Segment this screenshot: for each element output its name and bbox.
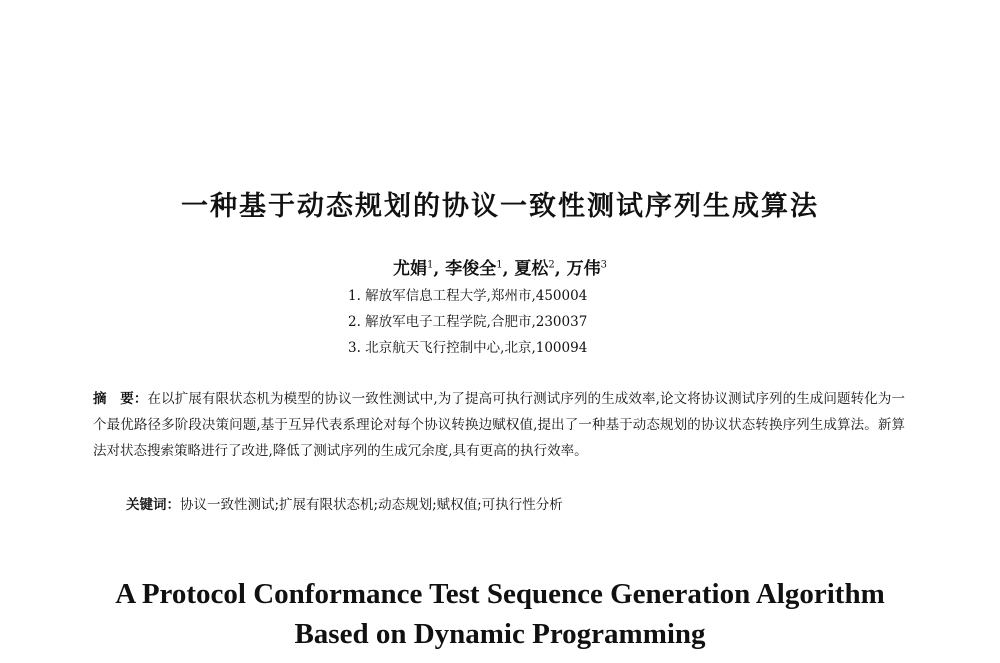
english-title-line-1: A Protocol Conformance Test Sequence Generation Algorithm xyxy=(115,578,885,610)
author-1: 尤娟$^1$, xyxy=(392,259,440,279)
affiliation-list xyxy=(348,283,587,361)
abstract-label: 摘 要： xyxy=(93,391,148,407)
abstract-text: 在以扩展有限状态机为模型的协议一致性测试中,为了提高可执行测试序列的生成效率,论文将协议测试序列的生成问题转化为一个最优路径多阶段决策问题,基于互异代表系理论对每个协议转换边赋权值,提出了一种基于动态规划的协议状态转换序列生成算法。新算法对状态搜索策略进行了改进,降低了测试序列的生成冗余度,具有更高的执行效率。 xyxy=(93,391,905,459)
keywords-label: 关键词： xyxy=(126,497,180,513)
affiliation-1: 1. 解放军信息工程大学,郑州市,450004 xyxy=(348,288,588,304)
english-title-line-2: Based on Dynamic Programming xyxy=(294,618,706,650)
author-3: 夏松$^2$, xyxy=(514,259,561,279)
chinese-title: 一种基于动态规划的协议一致性测试序列生成算法 xyxy=(181,191,819,222)
affiliation-3: 3. 北京航天飞行控制中心,北京,100094 xyxy=(348,340,588,356)
author-4: 万伟$^3$ xyxy=(566,259,608,279)
keywords-text: 协议一致性测试;扩展有限状态机;动态规划;赋权值;可执行性分析 xyxy=(180,497,563,513)
keywords xyxy=(126,492,563,518)
affiliation-2: 2. 解放军电子工程学院,合肥市,230037 xyxy=(348,314,588,330)
author-list xyxy=(0,254,1000,279)
author-2: 李俊全$^1$, xyxy=(445,259,509,279)
abstract xyxy=(93,386,905,464)
english-title xyxy=(0,574,1000,654)
